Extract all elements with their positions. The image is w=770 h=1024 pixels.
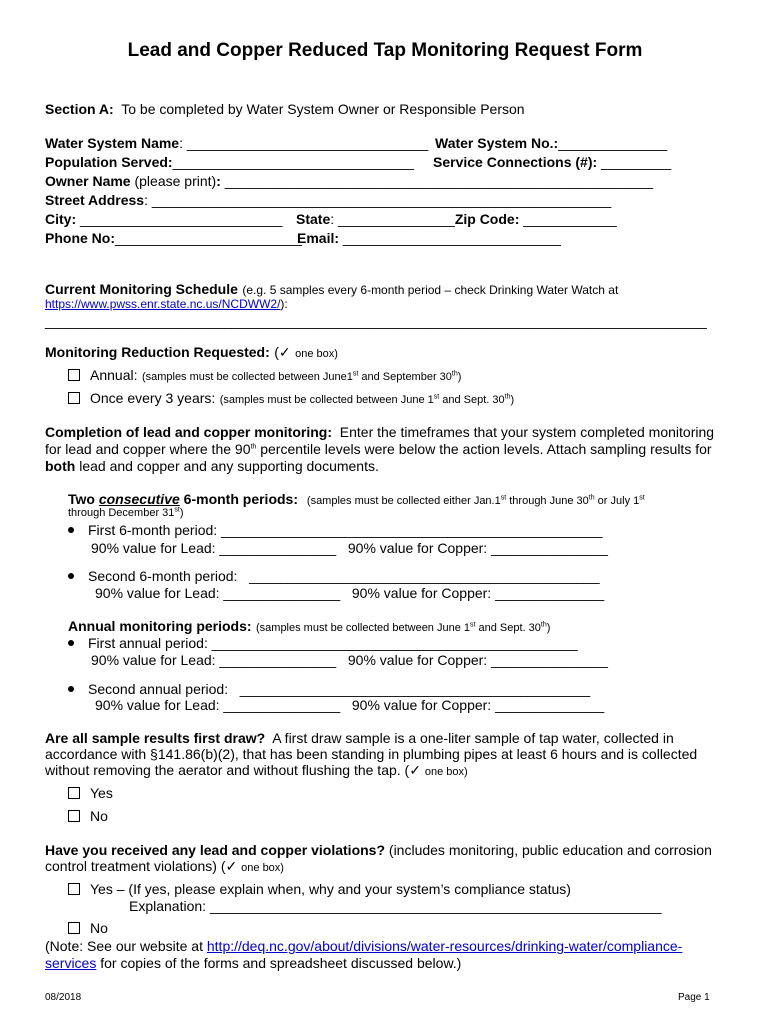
link-suffix: ): xyxy=(280,297,288,311)
annual-checkbox[interactable] xyxy=(68,369,80,381)
completion-sup: th xyxy=(250,443,257,451)
second-annual-field[interactable]: _____________________________________________ xyxy=(239,681,591,697)
lead-value-field[interactable]: _______________ xyxy=(223,585,341,601)
owner-name-note: (please print) xyxy=(134,173,217,189)
three-year-checkbox[interactable] xyxy=(68,392,80,404)
owner-name-label: Owner Name xyxy=(45,173,131,189)
six-month-label-a: Two xyxy=(68,491,99,507)
email-row xyxy=(297,230,561,246)
water-system-name-row: Water System Name: _______________________________ xyxy=(45,135,429,151)
city-field[interactable]: __________________________ xyxy=(80,211,283,227)
second-six-month-row xyxy=(68,568,600,584)
compliance-link-cont[interactable]: services xyxy=(45,955,97,971)
city-row xyxy=(45,211,282,227)
annual-mid: and September 30 xyxy=(358,371,452,383)
lead-value-field[interactable]: _______________ xyxy=(223,697,341,713)
checkmark-icon: ✓ xyxy=(278,344,291,360)
checkmark-icon: ✓ xyxy=(409,762,421,778)
zip-label: Zip Code: xyxy=(454,211,520,227)
note-suffix: for copies of the forms and spreadsheet discussed below.) xyxy=(96,955,462,971)
copper-value-field[interactable]: ______________ xyxy=(495,585,605,601)
violations-no[interactable] xyxy=(68,920,108,936)
first-draw-line3 xyxy=(45,762,468,779)
explanation-label: Explanation: xyxy=(129,898,207,914)
first-six-month-field[interactable]: _________________________________________________ xyxy=(221,522,603,538)
copper-value-field[interactable]: _______________ xyxy=(491,540,608,556)
six-month-note2-sup: st xyxy=(174,506,180,514)
water-system-name-field[interactable]: _______________________________ xyxy=(186,135,429,151)
second-six-month-field[interactable]: _____________________________________________ xyxy=(249,568,600,584)
first-draw-no[interactable] xyxy=(68,808,108,824)
completion-line3 xyxy=(45,458,379,474)
three-year-option[interactable] xyxy=(68,390,514,408)
six-month-note2-end: ) xyxy=(179,507,184,519)
lead-value-label: 90% value for Lead: xyxy=(91,540,216,556)
state-row: State: _______________Zip Code: ____________ xyxy=(296,211,617,227)
population-field[interactable]: _______________________________ xyxy=(172,154,414,170)
owner-name-field[interactable]: _______________________________________________________ xyxy=(224,173,653,189)
completion-text2a: for lead and copper where the 90 xyxy=(45,441,251,457)
page-title: Lead and Copper Reduced Tap Monitoring Request Form xyxy=(127,40,643,61)
population-row xyxy=(45,154,414,170)
annual-header xyxy=(68,618,550,636)
second-annual-label: Second annual period: xyxy=(88,681,229,697)
section-a xyxy=(45,101,525,117)
violations-yes-label: Yes – (If yes, please explain when, why and your system’s compliance status) xyxy=(90,881,571,897)
copper-value-field[interactable]: _______________ xyxy=(491,652,608,668)
six-month-note-line2 xyxy=(68,507,184,519)
reduction-check-note: one box) xyxy=(295,348,338,360)
first-annual-values xyxy=(91,652,608,668)
owner-name-row: Owner Name (please print): _______________________________________________________ xyxy=(45,173,653,189)
completion-line1 xyxy=(45,424,714,440)
three-year-end: ) xyxy=(510,394,515,406)
water-system-no-label: Water System No.: xyxy=(435,135,559,151)
copper-value-label: 90% value for Copper: xyxy=(347,540,488,556)
water-system-name-label: Water System Name xyxy=(45,135,180,151)
violations-yes[interactable] xyxy=(68,881,571,897)
copper-value-label: 90% value for Copper: xyxy=(347,652,488,668)
six-month-mid: through June 30 xyxy=(506,495,589,507)
violations-no-checkbox[interactable] xyxy=(68,922,80,934)
six-month-label-b: 6-month periods: xyxy=(179,491,299,507)
water-system-no-field[interactable]: ______________ xyxy=(558,135,668,151)
annual-periods-label: Annual monitoring periods: xyxy=(68,618,252,634)
lead-value-label: 90% value for Lead: xyxy=(91,652,216,668)
six-month-consecutive: consecutive xyxy=(98,491,180,507)
lead-value-field[interactable]: _______________ xyxy=(219,540,337,556)
copper-value-label: 90% value for Copper: xyxy=(351,697,492,713)
city-label: City: xyxy=(45,211,77,227)
section-a-text: To be completed by Water System Owner or Responsible Person xyxy=(121,101,525,117)
annual-sup2: th xyxy=(451,370,458,378)
state-label: State xyxy=(296,211,331,227)
second-six-month-label: Second 6-month period: xyxy=(88,568,238,584)
violations-text1: (includes monitoring, public education and corrosion xyxy=(385,842,712,858)
completion-text1: Enter the timeframes that your system completed monitoring xyxy=(339,424,715,440)
completion-label: Completion of lead and copper monitoring: xyxy=(45,424,332,440)
first-draw-text3: without removing the aerator and without flushing the tap. ( xyxy=(45,762,410,778)
annual-sup: st xyxy=(352,370,359,378)
population-label: Population Served: xyxy=(45,154,173,170)
first-draw-no-checkbox[interactable] xyxy=(68,810,80,822)
second-annual-values xyxy=(95,697,604,713)
copper-value-field[interactable]: ______________ xyxy=(495,697,605,713)
street-address-field[interactable]: ___________________________________________________________ xyxy=(151,192,612,208)
compliance-link[interactable]: http://deq.nc.gov/about/divisions/water-resources/drinking-water/compliance- xyxy=(206,938,683,954)
footer-page: Page 1 xyxy=(678,992,710,1003)
first-draw-yes[interactable] xyxy=(68,785,113,801)
three-year-note: (samples must be collected between June 1 xyxy=(219,394,434,406)
annual-option[interactable] xyxy=(68,367,461,385)
bullet-icon xyxy=(68,640,74,646)
three-year-mid: and Sept. 30 xyxy=(439,394,505,406)
second-annual-row xyxy=(68,681,590,697)
first-six-month-values xyxy=(91,540,608,556)
first-draw-line1 xyxy=(45,730,674,746)
copper-value-label: 90% value for Copper: xyxy=(351,585,492,601)
three-year-sup: st xyxy=(433,393,440,401)
monitoring-schedule-link-row xyxy=(45,297,288,311)
six-month-sup3: st xyxy=(639,494,645,502)
violations-check-note: one box) xyxy=(241,862,284,874)
three-year-sup2: th xyxy=(504,393,511,401)
annual-periods-sup2: th xyxy=(540,621,547,629)
lead-value-label: 90% value for Lead: xyxy=(95,585,220,601)
first-draw-yes-label: Yes xyxy=(90,785,113,801)
six-month-sup2: th xyxy=(588,494,595,502)
six-month-sup: st xyxy=(500,494,507,502)
service-connections-row xyxy=(433,154,671,170)
monitoring-schedule-note: (e.g. 5 samples every 6-month period – check Drinking Water Watch at xyxy=(242,283,619,297)
violations-no-label: No xyxy=(90,920,108,936)
first-six-month-label: First 6-month period: xyxy=(88,522,218,538)
phone-label: Phone No: xyxy=(45,230,115,246)
first-draw-check-note: one box) xyxy=(424,766,468,778)
explanation-field[interactable]: __________________________________________________________ xyxy=(209,898,662,914)
dww-link[interactable]: https://www.pwss.enr.state.nc.us/NCDWW2/ xyxy=(45,297,281,311)
annual-label: Annual: xyxy=(90,367,138,383)
first-draw-label: Are all sample results first draw? xyxy=(45,730,266,746)
street-address-label: Street Address xyxy=(45,192,145,208)
note-line2 xyxy=(45,955,461,971)
second-six-month-values xyxy=(95,585,604,601)
first-draw-text1: A first draw sample is a one-liter sample of tap water, collected in xyxy=(272,730,674,746)
phone-row xyxy=(45,230,302,246)
section-a-label: Section A: xyxy=(45,101,114,117)
lead-value-label: 90% value for Lead: xyxy=(95,697,220,713)
violations-label: Have you received any lead and copper violations? xyxy=(45,842,386,858)
violations-line1 xyxy=(45,842,712,858)
reduction-row: Monitoring Reduction Requested: (✓ one box) xyxy=(45,344,338,360)
state-field[interactable]: _______________ xyxy=(338,211,455,227)
footer-date: 08/2018 xyxy=(45,992,82,1003)
first-draw-no-label: No xyxy=(90,808,108,824)
completion-both: both xyxy=(45,458,76,474)
street-address-row: Street Address: ___________________________________________________________ xyxy=(45,192,612,208)
reduction-label: Monitoring Reduction Requested: xyxy=(45,344,270,360)
service-connections-label: Service Connections (#): xyxy=(433,154,598,170)
first-draw-line2: accordance with §141.86(b)(2), that has been standing in plumbing pipes at least 6 hours and is collected xyxy=(45,746,698,762)
annual-periods-note: (samples must be collected between June 1 xyxy=(256,622,471,634)
violations-yes-checkbox[interactable] xyxy=(68,883,80,895)
annual-note: (samples must be collected between June1 xyxy=(141,371,353,383)
monitoring-schedule-field[interactable]: _____________________________________________________________________________________ xyxy=(45,313,707,329)
six-month-note: (samples must be collected either Jan.1 xyxy=(306,495,501,507)
annual-periods-sup: st xyxy=(470,621,476,629)
service-connections-field[interactable]: _________ xyxy=(601,154,672,170)
first-annual-label: First annual period: xyxy=(88,635,208,651)
annual-periods-end: ) xyxy=(546,622,551,634)
completion-line2 xyxy=(45,441,712,457)
six-month-note2: through December 31 xyxy=(68,507,175,519)
first-draw-yes-checkbox[interactable] xyxy=(68,787,80,799)
completion-text2b: percentile levels were below the action levels. Attach sampling results for xyxy=(256,441,712,457)
first-annual-row xyxy=(68,635,578,651)
explanation-row xyxy=(129,898,662,914)
annual-end: ) xyxy=(457,371,462,383)
lead-value-field[interactable]: _______________ xyxy=(219,652,337,668)
violations-text2: control treatment violations) ( xyxy=(45,858,226,874)
note-prefix: (Note: See our website at xyxy=(45,938,207,954)
bullet-icon xyxy=(68,686,74,692)
first-six-month-row xyxy=(68,522,603,538)
water-system-no-row xyxy=(435,135,667,151)
three-year-label: Once every 3 years: xyxy=(90,390,216,406)
zip-field[interactable]: ____________ xyxy=(523,211,617,227)
email-field[interactable]: ____________________________ xyxy=(342,230,561,246)
first-annual-field[interactable]: _______________________________________________ xyxy=(211,635,578,651)
email-label: Email: xyxy=(297,230,340,246)
annual-periods-mid: and Sept. 30 xyxy=(475,622,541,634)
bullet-icon xyxy=(68,527,74,533)
violations-line2 xyxy=(45,858,284,875)
checkmark-icon: ✓ xyxy=(225,858,238,874)
completion-text3b: lead and copper and any supporting documents. xyxy=(75,458,379,474)
bullet-icon xyxy=(68,573,74,579)
six-month-end: or July 1 xyxy=(594,495,640,507)
note-line1 xyxy=(45,938,682,954)
monitoring-schedule-label: Current Monitoring Schedule xyxy=(45,281,238,297)
phone-field[interactable]: ________________________ xyxy=(115,230,302,246)
